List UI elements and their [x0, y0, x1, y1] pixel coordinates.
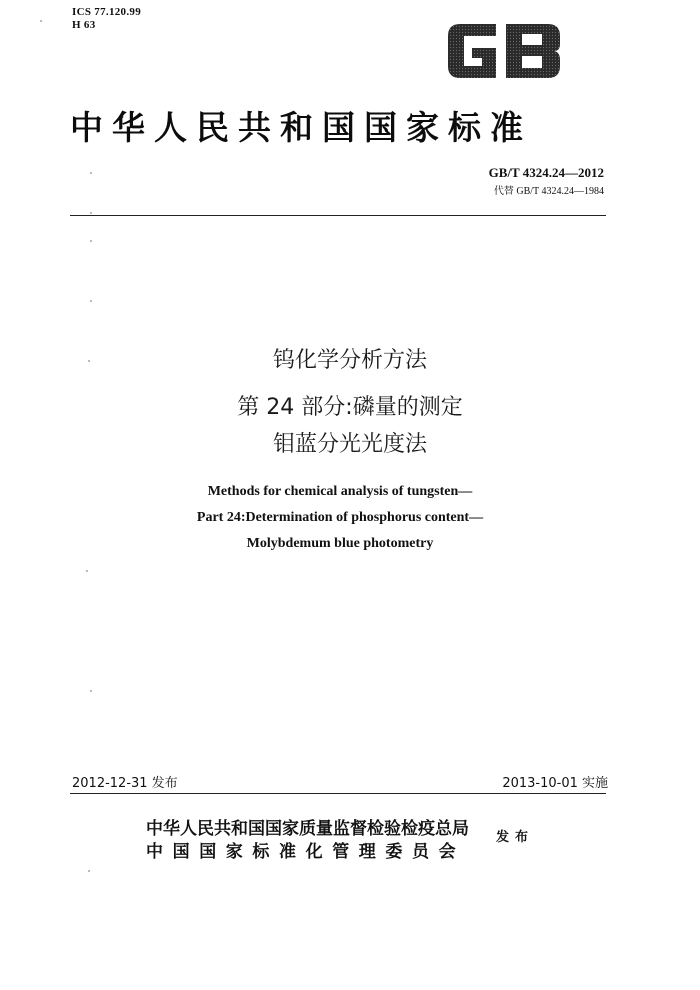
scan-speck	[88, 360, 90, 362]
publish-label: 发布	[496, 830, 535, 845]
issuer-aqsiq: 中华人民共和国国家质量监督检验检疫总局	[146, 819, 469, 839]
en-title-line1: Methods for chemical analysis of tungsten—	[207, 484, 473, 499]
issuer-sac: 中国国家标准化管理委员会	[146, 842, 466, 862]
scan-speck	[90, 300, 92, 302]
standard-category-title: 中华人民共和国国家标准	[70, 108, 532, 147]
scan-speck	[90, 240, 92, 242]
cn-title-line1: 钨化学分析方法	[272, 348, 427, 373]
issue-date: 2012-12-31 发布	[72, 776, 178, 791]
gb-logo-icon	[440, 16, 568, 86]
scan-speck	[40, 20, 42, 22]
scan-speck	[88, 870, 90, 872]
en-title-line2: Part 24:Determination of phosphorus content—	[196, 510, 484, 525]
scan-speck	[90, 172, 92, 174]
standard-number: GB/T 4324.24—2012	[488, 165, 604, 180]
cn-title-line2: 第 24 部分:磷量的测定	[237, 395, 463, 420]
scan-speck	[86, 570, 88, 572]
top-divider	[70, 215, 606, 216]
implementation-date: 2013-10-01 实施	[502, 776, 608, 791]
scan-speck	[90, 212, 92, 214]
ccs-code: H 63	[72, 19, 96, 31]
scan-speck	[90, 690, 92, 692]
ics-code: ICS 77.120.99	[72, 6, 141, 18]
bottom-divider	[70, 793, 606, 794]
en-title-line3: Molybdemum blue photometry	[246, 536, 434, 551]
replaces-standard: 代替 GB/T 4324.24—1984	[493, 186, 604, 197]
gb-logo-graphic	[440, 16, 568, 86]
cn-title-line3: 钼蓝分光光度法	[272, 432, 427, 457]
classification-codes	[72, 6, 141, 32]
